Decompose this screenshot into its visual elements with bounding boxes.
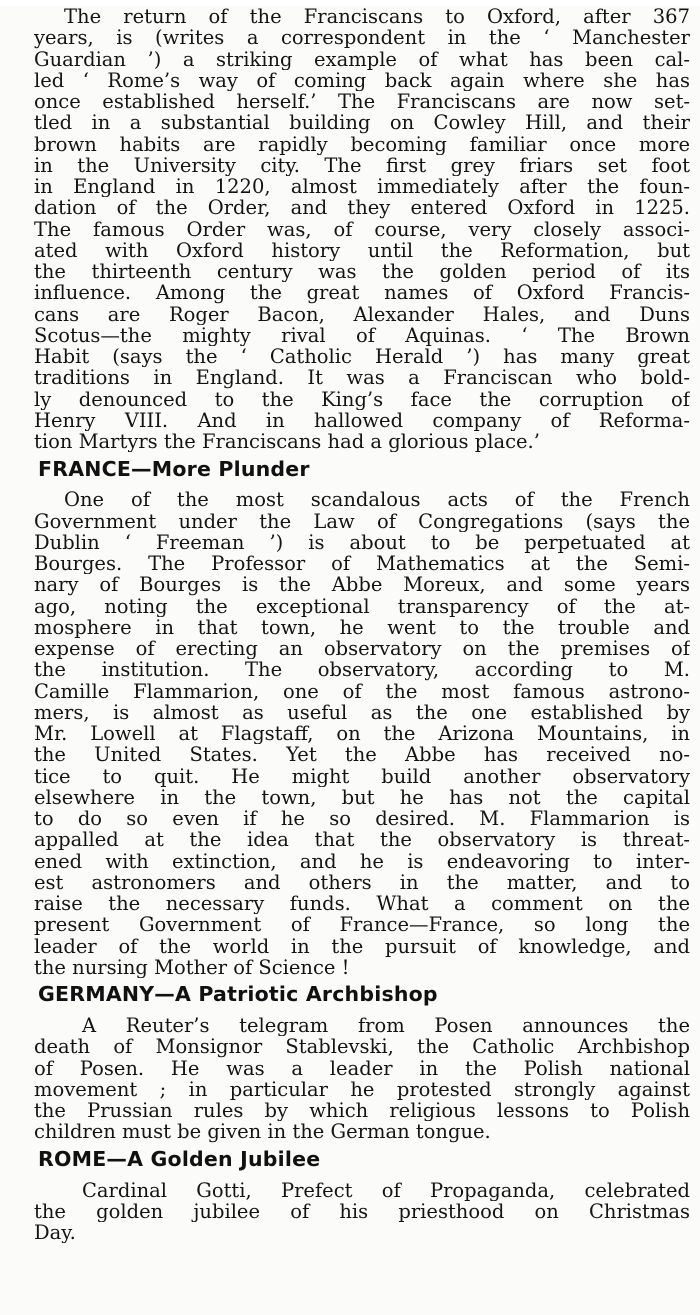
section-body	[34, 1015, 690, 1143]
article-line: The return of the Franciscans to Oxford, after 367	[64, 6, 690, 28]
body-line: tice to quit. He might build another observatory	[34, 765, 690, 787]
section-rome	[34, 1146, 690, 1244]
article-line: Guardian ’) a striking example of what has been cal-	[34, 48, 690, 70]
article-line: years, is (writes a correspondent in the ‘ Manchester	[34, 27, 690, 49]
body-line: present Government of France—France, so long the	[34, 914, 690, 936]
newspaper-page	[0, 6, 700, 1315]
body-line: Bourges. The Professor of Mathematics at the Semi-	[34, 553, 690, 575]
body-line: death of Monsignor Stablevski, the Catholic Archbishop	[34, 1036, 690, 1058]
body-line: elsewhere in the town, but he has not the capital	[34, 786, 690, 808]
article-line: The famous Order was, of course, very closely associ-	[34, 218, 690, 240]
article-line: led ‘ Rome’s way of coming back again where she has	[34, 69, 690, 91]
franciscans-oxford-article	[34, 6, 690, 452]
article-line: dation of the Order, and they entered Oxford in 1225.	[34, 197, 690, 219]
body-line: the Prussian rules by which religious lessons to Polish	[34, 1100, 690, 1122]
body-line: Cardinal Gotti, Prefect of Propaganda, celebrated	[82, 1179, 690, 1201]
body-line: A Reuter’s telegram from Posen announces the	[82, 1015, 690, 1037]
body-line: children must be given in the German tongue.	[34, 1121, 491, 1143]
article-line: the thirteenth century was the golden period of its	[34, 261, 690, 283]
body-line: to do so even if he so desired. M. Flammarion is	[34, 808, 690, 830]
body-line: Mr. Lowell at Flagstaff, on the Arizona Mountains, in	[34, 723, 690, 745]
body-line: mosphere in that town, he went to the trouble and	[34, 616, 690, 638]
body-line: ago, noting the exceptional transparency of the at-	[34, 595, 690, 617]
section-body	[34, 489, 690, 978]
article-line: Scotus—the mighty rival of Aquinas. ‘ The Brown	[34, 324, 690, 346]
body-line: Dublin ‘ Freeman ’) is about to be perpetuated at	[34, 531, 690, 553]
article-line: in England in 1220, almost immediately after the foun-	[34, 176, 690, 198]
body-line: mers, is almost as useful as the one established by	[34, 701, 690, 723]
article-line: influence. Among the great names of Oxford Francis-	[34, 282, 690, 304]
article-line: brown habits are rapidly becoming familiar once more	[34, 133, 690, 155]
section-heading: ROME—A Golden Jubilee	[38, 1146, 321, 1171]
body-line: Camille Flammarion, one of the most famous astrono-	[34, 680, 690, 702]
body-line: ened with extinction, and he is endeavoring to inter-	[34, 850, 690, 872]
article-line: tion Martyrs the Franciscans had a glorious place.’	[34, 431, 540, 453]
body-line: the institution. The observatory, according to M.	[34, 659, 690, 681]
body-line: the nursing Mother of Science !	[34, 956, 350, 978]
section-heading: FRANCE—More Plunder	[38, 457, 310, 482]
article-line: tled in a substantial building on Cowley Hill, and their	[34, 112, 690, 134]
article-line: Henry VIII. And in hallowed company of Reforma-	[34, 409, 690, 431]
body-line: One of the most scandalous acts of the French	[64, 489, 690, 511]
body-line: est astronomers and others in the matter, and to	[34, 871, 690, 893]
body-line: expense of erecting an observatory on the premises of	[34, 638, 690, 660]
body-line: raise the necessary funds. What a comment on the	[34, 893, 690, 915]
article-line: in the University city. The first grey friars set foot	[34, 154, 690, 176]
article-line: ly denounced to the King’s face the corruption of	[34, 388, 690, 410]
article-line: ated with Oxford history until the Reformation, but	[34, 239, 690, 261]
body-line: Government under the Law of Congregations (says the	[34, 510, 690, 532]
article-line: once established herself.’ The Franciscans are now set-	[34, 91, 690, 113]
section-heading: GERMANY—A Patriotic Archbishop	[38, 982, 438, 1006]
body-line: appalled at the idea that the observatory is threat-	[34, 829, 690, 851]
body-line: Day.	[34, 1222, 76, 1244]
section-france	[34, 456, 690, 978]
section-body	[34, 1180, 690, 1244]
article-line: traditions in England. It was a Franciscan who bold-	[34, 367, 690, 389]
section-germany	[34, 981, 690, 1143]
body-line: leader of the world in the pursuit of knowledge, and	[34, 935, 690, 957]
article-line: cans are Roger Bacon, Alexander Hales, and Duns	[34, 303, 690, 325]
body-line: the United States. Yet the Abbe has received no-	[34, 744, 690, 766]
body-line: nary of Bourges is the Abbe Moreux, and some years	[34, 574, 690, 596]
body-line: the golden jubilee of his priesthood on Christmas	[34, 1200, 690, 1222]
article-line: Habit (says the ‘ Catholic Herald ’) has many great	[34, 346, 690, 368]
body-line: movement ; in particular he protested strongly against	[34, 1078, 690, 1100]
body-line: of Posen. He was a leader in the Polish national	[34, 1057, 690, 1079]
